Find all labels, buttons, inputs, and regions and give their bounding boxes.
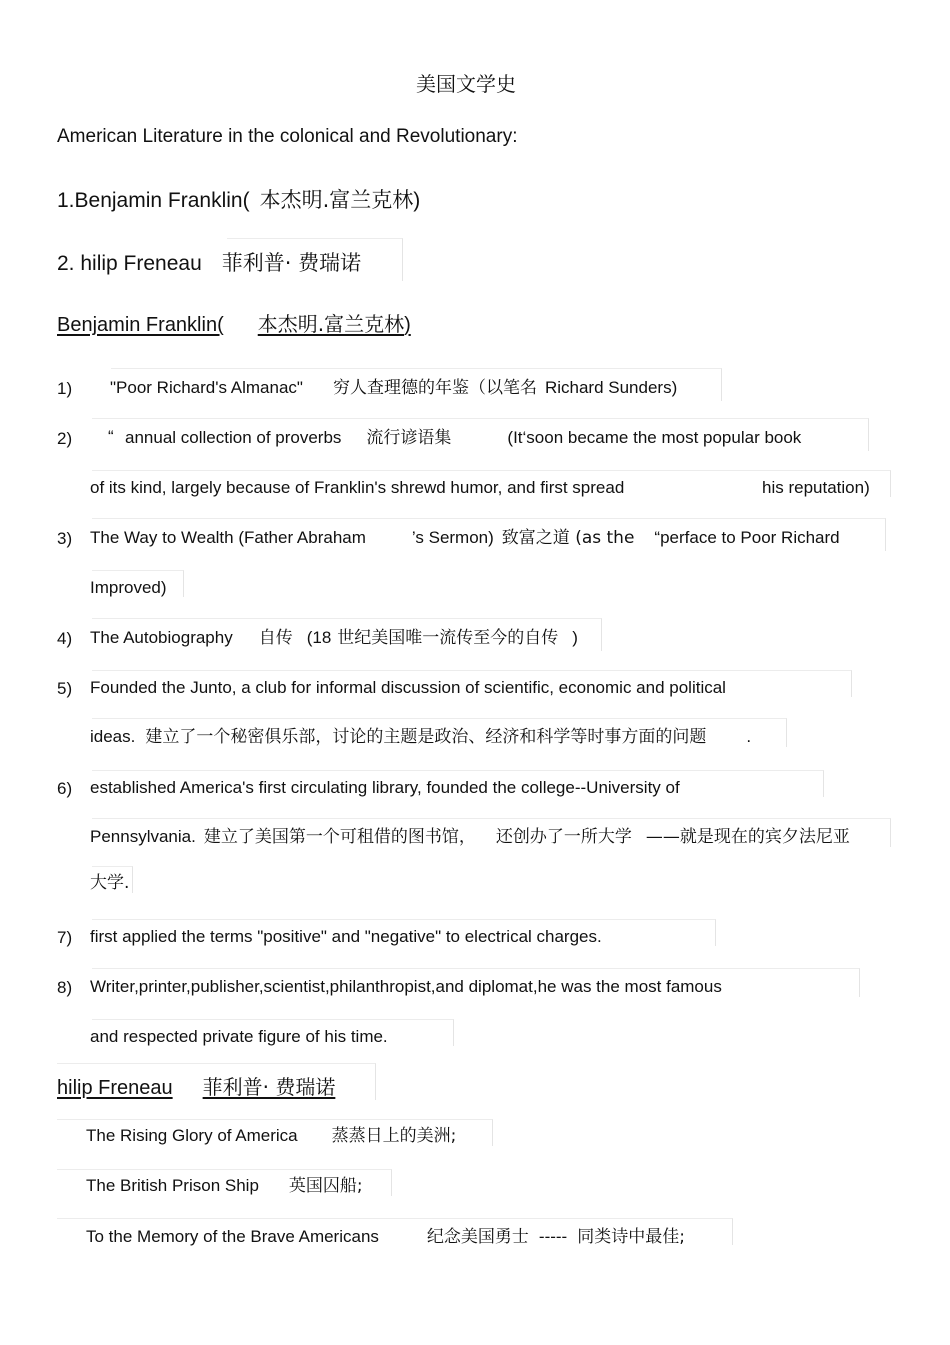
list-item-continued: Improved) (90, 578, 167, 597)
list-number: 1) (57, 379, 73, 398)
section-heading-freneau (57, 1077, 335, 1098)
heading-en: Benjamin Franklin( (57, 314, 224, 336)
toc-number: 2. (57, 252, 75, 275)
toc-name-en: hilip Freneau (80, 252, 202, 275)
list-item-continued: of its kind, largely because of Franklin's shrewd humor, and first spread (90, 478, 625, 497)
list-item: The Way to Wealth (Father Abraham ’s Sermon) 致富之道 (as the “perface to Poor Richard (90, 528, 840, 548)
section-heading-franklin (57, 314, 411, 335)
list-item: Founded the Junto, a club for informal discussion of scientific, economic and political (90, 678, 726, 697)
list-item: first applied the terms "positive" and "negative" to electrical charges. (90, 927, 602, 946)
heading-zh: 本杰明.富兰克林 (257, 312, 405, 336)
toc-name-zh: 菲利普· 费瑞诺 (221, 251, 362, 275)
list-item-continued: Pennsylvania. 建立了美国第一个可租借的图书馆， 还创办了一所大学 ——就是现在的宾夕法尼亚 (90, 827, 850, 847)
toc-item-freneau[interactable] (57, 253, 361, 274)
list-number: 7) (57, 928, 73, 947)
list-item: annual collection of proverbs 流行谚语集 (It‘soon became the most popular book (125, 428, 802, 448)
toc-name-zh: 本杰明.富兰克林 (259, 188, 414, 212)
work-item: The Rising Glory of America 蒸蒸日上的美洲; (86, 1126, 457, 1146)
list-item: established America's first circulating library, founded the college--University of (90, 778, 680, 797)
list-item: "Poor Richard's Almanac" 穷人查理德的年鉴（以笔名 Richard Sunders) (110, 378, 678, 398)
toc-name-en: Benjamin Franklin( (74, 189, 250, 212)
list-item: Writer,printer,publisher,scientist,philanthropist,and diplomat,he was the most famous (90, 977, 722, 996)
list-item-continued: and respected private figure of his time. (90, 1027, 388, 1046)
list-number: 2) (57, 429, 73, 448)
list-number: 6) (57, 779, 73, 798)
list-item-continued: his reputation) (762, 478, 870, 497)
work-item: The British Prison Ship 英国囚船; (86, 1176, 363, 1196)
heading-en: hilip Freneau (57, 1077, 173, 1099)
toc-item-franklin[interactable] (57, 190, 420, 211)
list-item-continued: 大学. (90, 873, 130, 893)
page-title: 美国文学史 (416, 72, 516, 96)
toc-number: 1. (57, 189, 75, 212)
list-number: 5) (57, 679, 73, 698)
list-number: 4) (57, 629, 73, 648)
list-number: 3) (57, 529, 73, 548)
quote-mark: “ (108, 427, 114, 446)
heading-zh: 菲利普· 费瑞诺 (202, 1075, 336, 1099)
list-item-continued: ideas. 建立了一个秘密俱乐部，讨论的主题是政治、经济和科学等时事方面的问题 . (90, 727, 752, 747)
heading-close: ) (404, 314, 411, 336)
list-number: 8) (57, 978, 73, 997)
toc-close-paren: ) (413, 189, 421, 212)
intro-line: American Literature in the colonical and Revolutionary: (57, 126, 518, 147)
list-item: The Autobiography 自传 (18 世纪美国唯一流传至今的自传 ) (90, 628, 578, 648)
work-item: To the Memory of the Brave Americans 纪念美国勇士 ----- 同类诗中最佳; (86, 1227, 685, 1247)
